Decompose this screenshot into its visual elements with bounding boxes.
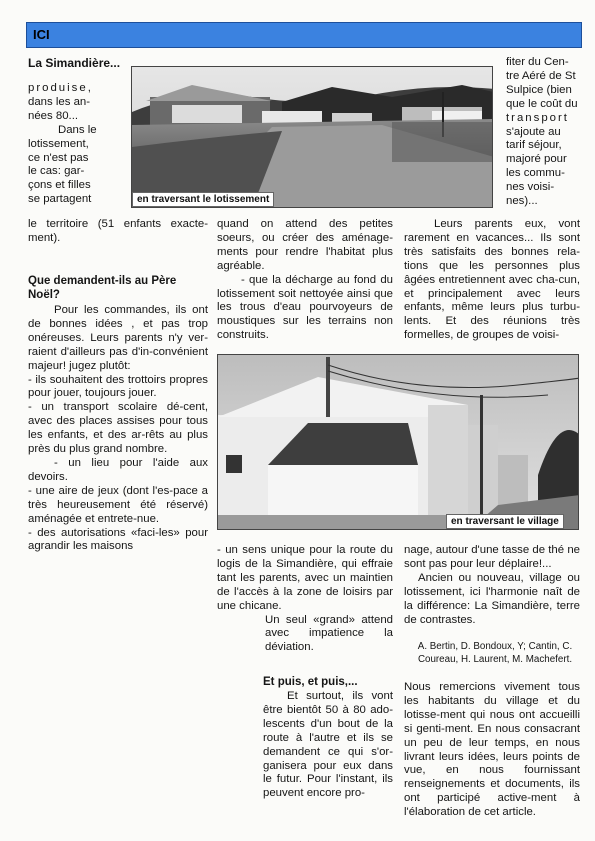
paragraph: - un lieu pour l'aide aux devoirs.	[28, 456, 208, 483]
paragraph: - des autorisations «faci-les» pour agrandir les maisons	[28, 526, 208, 553]
column2-middle	[217, 544, 393, 655]
text-line: dans les an-	[28, 95, 91, 108]
paragraph: nage, autour d'une tasse de thé ne sont pas pour leur déplaire!...	[404, 544, 580, 570]
text-line: se partagent	[28, 193, 92, 206]
text-line: Sulpice (bien	[506, 83, 572, 96]
paragraph: - que la décharge au fond du lotissement soit nettoyée ainsi que les trous d'eau pourvoyeurs de moustiques sur les terrains non construits.	[217, 273, 393, 342]
column1-continuation: le territoire (51 enfants exacte-ment).	[28, 218, 208, 244]
text-line: les commu-	[506, 167, 565, 180]
text-line: çons et filles	[28, 179, 91, 192]
column2-bottom: Et surtout, ils vont être bientôt 50 à 80 ado-lescents d'un bout de la route à l'autre et ils se demandent ce qui s'or-ganisera pour eux dans le futur. Pour l'instant, ils peuvent encore pro-	[263, 690, 393, 800]
paragraph: Un seul «grand» attend avec impatience la déviation.	[265, 613, 393, 654]
photo-lotissement-caption: en traversant le lotissement	[132, 192, 274, 207]
column1-body	[28, 304, 208, 554]
authors-signature: A. Bertin, D. Bondoux, Y; Cantin, C. Coureau, H. Laurent, M. Machefert.	[417, 641, 573, 665]
photo-village-caption: en traversant le village	[446, 514, 564, 529]
text-line: fiter du Cen-	[506, 56, 569, 68]
paragraph: - ils souhaitent des trottoirs propres pour jouer, toujours jouer.	[28, 373, 208, 400]
subheading-et-puis: Et puis, et puis,...	[263, 676, 358, 688]
text-line: nes voisi-	[506, 181, 555, 194]
text-line: Dans le	[58, 123, 97, 136]
text-line: nes)...	[506, 195, 538, 208]
paragraph: - un transport scolaire dé-cent, avec des places assises pour tous les enfants, et des ar-rêts au plus près du plus grand nombre.	[28, 401, 208, 456]
text-line: tre Aéré de St	[506, 69, 576, 82]
paragraph: - une aire de jeux (dont l'es-pace a très heureusement été réservé) aménagée et entrete-nue.	[28, 484, 208, 525]
article-title: La Simandière...	[28, 56, 121, 70]
thanks-paragraph: Nous remercions vivement tous les habitants du village et du lotisse-ment qui nous ont accueilli si genti-ment. En nous consacrant un peu de leur temps, en nous livrant leurs idées, leurs points de vue, en nous fournissant renseignements et documents, ils ont participé active-ment à l'élaboration de cet article.	[404, 681, 580, 819]
paragraph: quand on attend des petites soeurs, ou créer des aménage-ments pour rendre l'habitat plus agréable.	[217, 218, 393, 272]
column1-intro	[28, 82, 128, 207]
subheading-pere-noel: Que demandent-ils au Père Noël?	[28, 275, 177, 301]
text-line: ce n'est pas	[28, 151, 89, 164]
text-line: s'ajoute au	[506, 125, 561, 138]
text-line: tarif séjour,	[506, 139, 562, 152]
text-line: que le coût du	[506, 97, 578, 110]
text-line: le cas: gar-	[28, 165, 85, 178]
photo-village	[217, 354, 579, 530]
section-header	[26, 22, 582, 48]
paragraph: Ancien ou nouveau, village ou lotissement, ici l'harmonie naît de la différence: La Simandière, terre de contrastes.	[404, 571, 580, 626]
paragraph: Pour les commandes, ils ont de bonnes idées , et pas trop onéreuses. Leurs parents n'y ver-raient d'ailleurs pas d'in-convénient majeur! jugez plutôt:	[28, 304, 208, 372]
text-line: lotissement,	[28, 137, 89, 150]
column2-top	[217, 218, 393, 343]
photo-lotissement	[131, 66, 493, 208]
section-label: ICI	[33, 27, 50, 42]
text-line: nées 80...	[28, 109, 79, 122]
paragraph: - un sens unique pour la route du logis de la Simandière, qui effraie tant les parents, avec un maintien de l'accès à la zone de loisirs par une chicane.	[217, 544, 393, 612]
column3-intro	[506, 56, 582, 209]
column3-after-photo	[404, 544, 580, 627]
text-line: produise,	[28, 82, 93, 94]
text-line: transport	[506, 111, 569, 124]
text-line: majoré pour	[506, 153, 567, 166]
column3-middle: Leurs parents eux, vont rarement en vacances... Ils sont très satisfaits des bonnes rela-tions que les personnes plus âgées entretiennent avec cha-cun, et principalement avec leurs enfants, même leurs plus turbu-lents. Et des réunions très formelles, de groupes de voisi-	[404, 218, 580, 342]
